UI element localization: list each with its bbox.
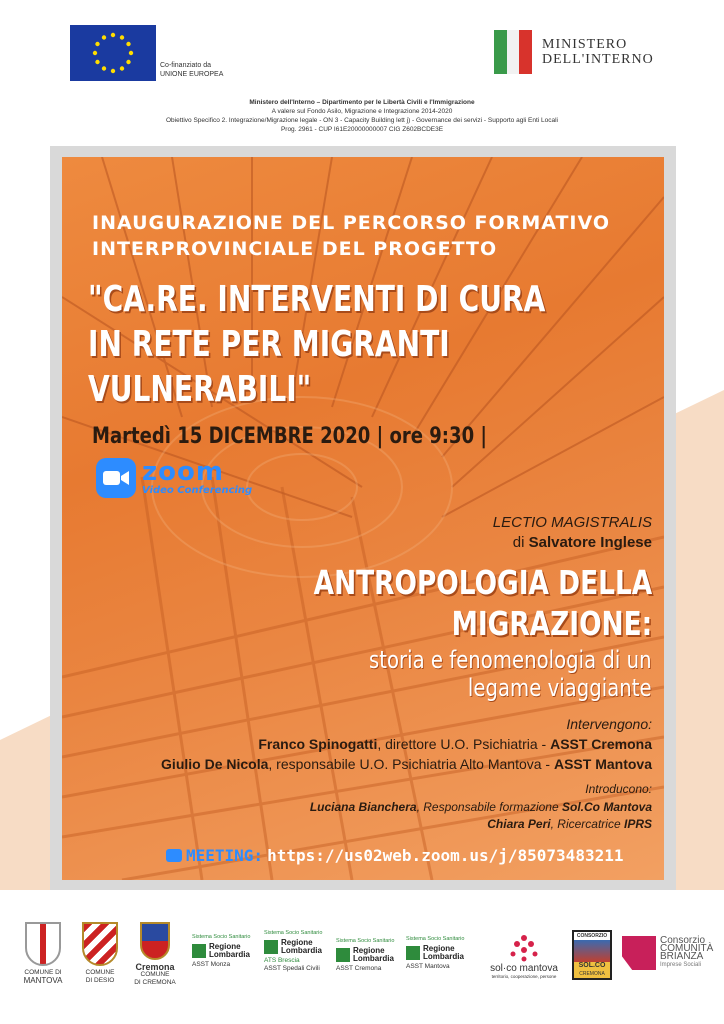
introducono-label: Introducono:: [585, 782, 652, 796]
speaker-1-name: Franco Spinogatti: [258, 736, 378, 752]
intervengono-label: Intervengono:: [566, 716, 652, 732]
regione-lombardia-icon: [406, 946, 420, 960]
video-camera-icon: [96, 458, 136, 498]
regione-lombardia-icon: [192, 944, 206, 958]
speaker-1: [258, 736, 652, 752]
introducer-2-role: , Ricercatrice: [550, 817, 624, 831]
eu-logo: [70, 25, 223, 81]
lecture-title-line2: MIGRAZIONE:: [451, 604, 652, 643]
lecture-title: [313, 562, 652, 644]
introducer-2-name: Chiara Peri: [487, 817, 551, 831]
comune-desio-logo: [76, 922, 124, 985]
meeting-label: MEETING:: [186, 846, 264, 865]
solco-mantova-logo: [484, 934, 564, 981]
zoom-logo: [96, 458, 252, 498]
eu-caption: [160, 61, 223, 79]
speaker-2-name: Giulio De Nicola: [161, 756, 269, 772]
introducer-2: [487, 817, 652, 831]
lecture-subtitle-line2: legame viaggiante: [468, 674, 652, 702]
meeting-link[interactable]: [166, 846, 623, 865]
consorzio-mid: SOL.CO: [578, 962, 606, 969]
asst-spedali: ASST Spedali Civili: [264, 965, 320, 972]
rl-name-2: Lombardia: [209, 950, 250, 959]
regione-lombardia-monza-logo: [192, 934, 258, 969]
rl-name-1: Regione: [423, 944, 455, 953]
poster-subtitle: [92, 210, 610, 262]
speaker-2: [161, 756, 652, 772]
regione-lombardia-cremona-logo: [336, 938, 402, 973]
header-funding-text: [0, 98, 724, 134]
rl-header: Sistema Socio Sanitario: [336, 938, 395, 944]
footer-logos: [0, 918, 724, 1008]
speaker-1-org: ASST Cremona: [550, 736, 652, 752]
eu-caption-line1: Co-finanziato da: [160, 62, 211, 69]
introducer-1-name: Luciana Bianchera: [309, 800, 417, 814]
event-date: Martedì 15 DICEMBRE 2020 | ore 9:30 |: [92, 424, 487, 449]
lecture-subtitle: [369, 646, 652, 702]
lecture-subtitle-line1: storia e fenomenologia di un: [369, 646, 652, 674]
consorzio-graphic: [574, 940, 610, 962]
zoom-tagline: Video Conferencing: [142, 485, 253, 496]
regione-lombardia-mantova-logo: [406, 936, 476, 971]
regione-lombardia-icon: [336, 948, 350, 962]
lecture-title-line1: ANTROPOLOGIA DELLA: [313, 563, 652, 602]
ministry-logo: [494, 30, 654, 74]
lectio-label: LECTIO MAGISTRALIS: [492, 514, 652, 531]
solco-dots-icon: [509, 934, 539, 962]
cb-line4: Imprese Sociali: [660, 962, 702, 968]
eu-caption-line2: UNIONE EUROPEA: [160, 71, 224, 78]
mantova-word1: COMUNE: [24, 969, 54, 976]
comune-cremona-logo: [130, 922, 180, 987]
comunita-brianza-icon: [622, 936, 656, 970]
solco-tagline: territorio, cooperazione, persone: [491, 974, 557, 979]
cremona-crest-icon: [140, 922, 170, 960]
rl-name-1: Regione: [281, 938, 313, 947]
mantova-word2: MANTOVA: [23, 976, 63, 985]
ministry-line2: DELL'INTERNO: [542, 52, 654, 67]
rl-name-2: Lombardia: [423, 952, 464, 961]
speaker-2-role: , responsabile U.O. Psichiatria Alto Mantova -: [268, 756, 554, 772]
consorzio-bot: CREMONA: [579, 971, 605, 977]
ministry-line1: MINISTERO: [542, 37, 628, 52]
introducer-1-role: , Responsabile formazione: [416, 800, 562, 814]
desio-word1: COMUNE: [85, 969, 115, 976]
introducer-1-org: Sol.Co Mantova: [561, 800, 652, 814]
consorzio-top: CONSORZIO: [574, 932, 610, 940]
lectio-by-prefix: di: [512, 534, 529, 551]
rl-name-1: Regione: [209, 942, 241, 951]
meeting-url[interactable]: https://us02web.zoom.us/j/85073483211: [267, 846, 624, 865]
cb-line2: COMUNITÀ: [660, 943, 714, 954]
asst-monza: ASST Monza: [192, 961, 231, 968]
speaker-2-org: ASST Mantova: [553, 756, 652, 772]
title-line3: VULNERABILI": [88, 369, 312, 410]
mantova-di: DI: [55, 969, 62, 976]
rl-header: Sistema Socio Sanitario: [406, 936, 465, 942]
subtitle-line2: INTERPROVINCIALE DEL PROGETTO: [92, 238, 498, 260]
header-line1: Ministero dell'Interno – Dipartimento per le Libertà Civili e l'Immigrazione: [249, 99, 475, 106]
title-line1: "CA.RE. INTERVENTI DI CURA: [88, 279, 546, 320]
rl-header: Sistema Socio Sanitario: [264, 930, 323, 936]
zoom-word: zoom: [142, 457, 224, 487]
introducer-2-org: IPRS: [623, 817, 652, 831]
ministry-name: [542, 37, 654, 67]
camera-icon: [166, 849, 182, 862]
introducer-1: [310, 800, 652, 814]
rl-name-2: Lombardia: [281, 946, 322, 955]
desio-word2: DI DESIO: [85, 977, 115, 984]
italy-flag-icon: [494, 30, 532, 74]
solco-name: sol·co mantova: [490, 963, 558, 974]
ats-brescia: ATS Brescia: [264, 957, 300, 964]
title-line2: IN RETE PER MIGRANTI: [88, 324, 450, 365]
cremona-word2: DI CREMONA: [134, 979, 176, 986]
comune-mantova-logo: [18, 922, 68, 985]
consorzio-solco-cremona-logo: [572, 930, 612, 980]
lectio-speaker: [513, 534, 652, 551]
desio-crest-icon: [82, 922, 118, 966]
regione-lombardia-icon: [264, 940, 278, 954]
rl-name-1: Regione: [353, 946, 385, 955]
header-line2: A valere sul Fondo Asilo, Migrazione e Integrazione 2014-2020: [271, 108, 453, 115]
asst-mantova: ASST Mantova: [406, 963, 450, 970]
cb-line1: Consorzio: [660, 935, 706, 946]
header-line3: Obiettivo Specifico 2. Integrazione/Migrazione legale - ON 3 - Capacity Building lett j) - Governance dei servizi - Supporto agli Enti Locali: [166, 117, 558, 124]
eu-flag-icon: [70, 25, 156, 81]
asst-cremona: ASST Cremona: [336, 965, 382, 972]
cremona-word1: COMUNE: [140, 971, 170, 978]
header-line4: Prog. 2961 - CUP I61E20000000007 CIG Z602BCDE3E: [280, 126, 444, 133]
lectio-speaker-name: Salvatore Inglese: [528, 534, 652, 551]
mantova-crest-icon: [25, 922, 61, 966]
poster-title: [88, 277, 545, 412]
cb-line3: BRIANZA: [660, 951, 704, 962]
rl-header: Sistema Socio Sanitario: [192, 934, 251, 940]
subtitle-line1: INAUGURAZIONE DEL PERCORSO FORMATIVO: [92, 212, 611, 234]
cremona-title: Cremona: [135, 962, 175, 972]
regione-lombardia-brescia-logo: [264, 930, 332, 973]
consorzio-comunita-brianza-logo: [622, 936, 722, 970]
speaker-1-role: , direttore U.O. Psichiatria -: [377, 736, 551, 752]
rl-name-2: Lombardia: [353, 954, 394, 963]
